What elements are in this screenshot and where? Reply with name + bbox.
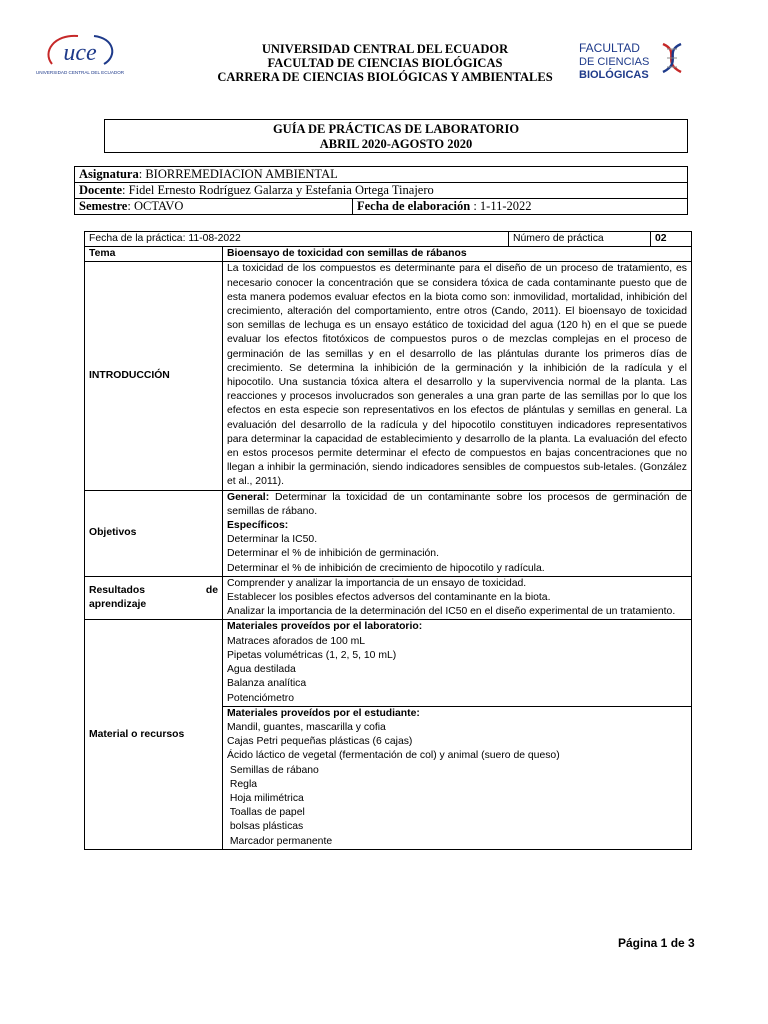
objetivos-content	[223, 490, 692, 576]
resultado-item: Comprender y analizar la importancia de un ensayo de toxicidad.	[227, 577, 527, 589]
institution-block	[160, 42, 610, 84]
lab-material-item: Pipetas volumétricas (1, 2, 5, 10 mL)	[227, 649, 397, 661]
asignatura-value: : BIORREMEDIACION AMBIENTAL	[138, 167, 338, 181]
docente-value: : Fidel Ernesto Rodríguez Galarza y Estefania Ortega Tinajero	[122, 183, 434, 197]
student-material-item: Toallas de papel	[227, 807, 305, 819]
resultados-label	[85, 576, 223, 620]
introduccion-row	[85, 262, 692, 490]
student-material-item: Hoja milimétrica	[227, 792, 304, 804]
objetivos-row	[85, 490, 692, 576]
lab-material-item: Matraces aforados de 100 mL	[227, 635, 366, 647]
objetivo-general-label: General:	[227, 491, 270, 503]
semestre-label: Semestre	[79, 199, 128, 213]
faculty-logo-line3: BIOLÓGICAS	[579, 69, 649, 81]
student-material-item: Marcador permanente	[227, 835, 333, 847]
semestre-row	[75, 199, 688, 215]
docente-row	[75, 183, 688, 199]
guide-period: ABRIL 2020-AGOSTO 2020	[319, 137, 473, 151]
objetivo-especifico: Determinar el % de inhibición de crecimiento de hipocotilo y radícula.	[227, 562, 545, 574]
asignatura-cell	[75, 167, 688, 183]
material-label: Material o recursos	[85, 620, 223, 849]
tema-row	[85, 247, 692, 262]
lab-material-item: Agua destilada	[227, 664, 296, 676]
fecha-elaboracion-value: : 1-11-2022	[470, 199, 532, 213]
resultados-label-word3: aprendizaje	[89, 599, 147, 611]
student-material-item: Ácido láctico de vegetal (fermentación de col) y animal (suero de queso)	[227, 750, 560, 762]
student-material-item: Regla	[227, 778, 258, 790]
faculty-logo	[577, 40, 689, 84]
resultado-item: Establecer los posibles efectos adversos del contaminante en la biota.	[227, 592, 551, 604]
resultados-row	[85, 576, 692, 620]
lab-material-item: Potenciómetro	[227, 692, 294, 704]
resultado-item: Analizar la importancia de la determinación del IC50 en el diseño experimental de un tratamiento.	[227, 606, 676, 618]
fecha-practica-row	[85, 232, 692, 247]
objetivo-general	[227, 491, 687, 519]
career-name: CARRERA DE CIENCIAS BIOLÓGICAS Y AMBIENTALES	[217, 70, 553, 84]
tema-value: Bioensayo de toxicidad con semillas de rábanos	[223, 247, 692, 262]
objetivos-label: Objetivos	[85, 490, 223, 576]
course-info-table	[74, 166, 688, 215]
lab-materials-title: Materiales proveídos por el laboratorio:	[227, 621, 423, 633]
objetivo-especifico: Determinar la IC50.	[227, 534, 318, 546]
semestre-value: : OCTAVO	[127, 199, 184, 213]
asignatura-row	[75, 167, 688, 183]
objetivos-especificos-label: Específicos:	[227, 520, 289, 532]
objetivo-general-text: Determinar la toxicidad de un contaminante sobre los procesos de germinación de semillas de rábano.	[227, 491, 687, 517]
uce-logo-text: uce	[63, 40, 97, 66]
faculty-name: FACULTAD DE CIENCIAS BIOLÓGICAS	[267, 56, 503, 70]
guide-title-box	[104, 119, 688, 153]
material-lab-row	[85, 620, 692, 706]
student-material-item: Semillas de rábano	[227, 764, 319, 776]
lab-material-item: Balanza analítica	[227, 678, 307, 690]
uce-logo	[34, 30, 126, 82]
numero-practica-label: Número de práctica	[509, 232, 651, 247]
fecha-elaboracion-label: Fecha de elaboración	[357, 199, 471, 213]
introduccion-label: INTRODUCCIÓN	[85, 262, 223, 490]
practice-table	[84, 231, 692, 850]
fecha-elaboracion-cell	[353, 199, 688, 215]
tema-label: Tema	[85, 247, 223, 262]
numero-practica-value: 02	[651, 232, 692, 247]
objetivo-especifico: Determinar el % de inhibición de germinación.	[227, 548, 439, 560]
student-material-item: Cajas Petri pequeñas plásticas (6 cajas)	[227, 736, 413, 748]
student-materials-title: Materiales proveídos por el estudiante:	[227, 707, 420, 719]
fecha-practica-cell: Fecha de la práctica: 11-08-2022	[85, 232, 509, 247]
resultados-content	[223, 576, 692, 620]
docente-cell	[75, 183, 688, 199]
student-materials-cell	[223, 706, 692, 849]
resultados-label-word1: Resultados	[89, 584, 146, 596]
docente-label: Docente	[79, 183, 123, 197]
semestre-cell	[75, 199, 353, 215]
dna-icon	[663, 44, 681, 72]
introduccion-text: La toxicidad de los compuestos es determinante para el diseño de un proceso de tratamiento, es necesario conocer la concentración que se considera tóxica de cada contaminante puesto que de esta manera podemos evaluar efectos en la biota como son: inmovilidad, mortalidad, inhibición del crecimiento, alteración del comportamiento, entre otros (Cando, 2011). El bioensayo de toxicidad son semillas de lechuga es un ensayo estático de toxicidad del agua (120 h) en el que se puede evaluar los efectos fitotóxicos de compuestos puros o de mezclas complejas en el proceso de germinación de las semillas y en el desarrollo de las plántulas durante los primeros días de crecimiento. Se determina la inhibición de la germinación y la inhibición de la radícula y el hipocotilo. Una sustancia tóxica altera el desarrollo y la supervivencia normal de la planta. Las reacciones y procesos involucrados son generales a una gran parte de las semillas por lo que los efectos en esta especie son representativos en los efectos de plántulas y semillas en general. La evaluación del desarrollo de la radícula y del hipocotilo constituyen indicadores representativos para determinar la capacidad de establecimiento y desarrollo de la planta. La evaluación del efecto en estos procesos permite determinar el efecto de compuestos en bajas concentraciones que no llegan a inhibir la germinación, siendo indicadores sensibles de compuestos sub-letales. (González et al., 2011).	[223, 262, 692, 490]
faculty-logo-line1: FACULTAD	[579, 41, 640, 55]
faculty-logo-line2: DE CIENCIAS	[579, 56, 650, 68]
page-header	[0, 0, 768, 110]
resultados-label-word2: de	[205, 584, 218, 596]
asignatura-label: Asignatura	[79, 167, 139, 181]
student-material-item: bolsas plásticas	[227, 821, 304, 833]
guide-title: GUÍA DE PRÁCTICAS DE LABORATORIO	[272, 122, 520, 136]
page-number: Página 1 de 3	[618, 936, 695, 950]
university-name: UNIVERSIDAD CENTRAL DEL ECUADOR	[261, 42, 509, 56]
uce-logo-caption: UNIVERSIDAD CENTRAL DEL ECUADOR	[35, 70, 125, 75]
student-material-item: Mandil, guantes, mascarilla y cofia	[227, 721, 386, 733]
lab-materials-cell	[223, 620, 692, 706]
